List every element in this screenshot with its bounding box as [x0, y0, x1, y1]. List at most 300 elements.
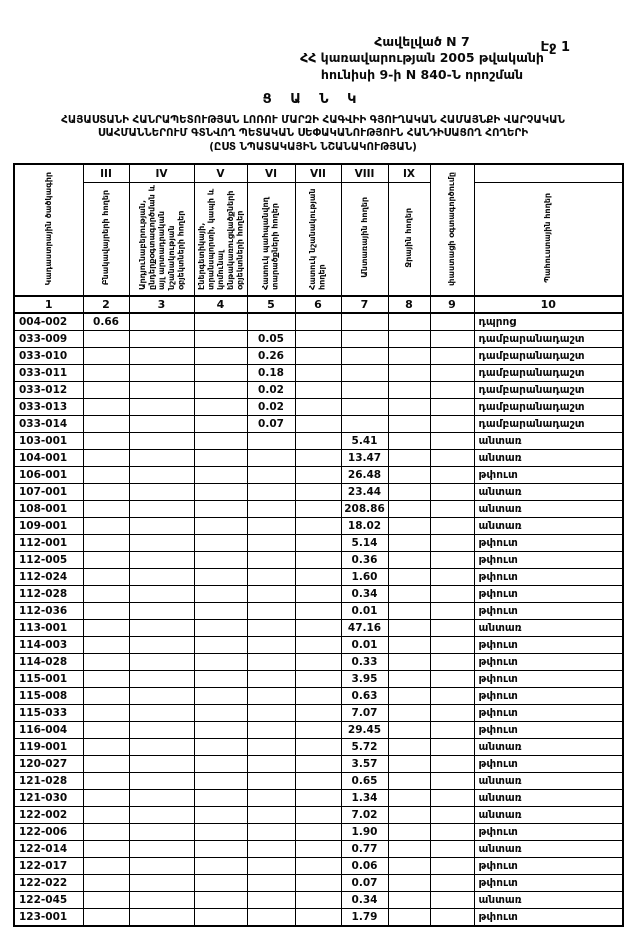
cadastral-code-cell: 033-009 — [14, 331, 83, 348]
area-value-cell — [430, 705, 474, 722]
area-value-cell: 1.90 — [341, 824, 388, 841]
area-value-cell: 0.34 — [341, 586, 388, 603]
area-value-cell — [388, 739, 430, 756]
area-value-cell — [83, 671, 129, 688]
area-value-cell — [388, 603, 430, 620]
area-value-cell — [129, 620, 194, 637]
area-value-cell — [129, 807, 194, 824]
area-value-cell — [430, 552, 474, 569]
area-value-cell — [83, 892, 129, 909]
area-value-cell — [83, 331, 129, 348]
area-value-cell — [430, 467, 474, 484]
area-value-cell: 0.01 — [341, 637, 388, 654]
cadastral-code-cell: 119-001 — [14, 739, 83, 756]
cadastral-code-cell: 122-045 — [14, 892, 83, 909]
column-header-label — [474, 183, 623, 297]
area-value-cell — [247, 620, 295, 637]
area-value-cell — [194, 654, 247, 671]
table-row — [14, 892, 623, 909]
table-row — [14, 552, 623, 569]
land-use-cell: անտառ — [474, 518, 623, 535]
area-value-cell — [83, 637, 129, 654]
area-value-cell — [194, 399, 247, 416]
area-value-cell — [83, 654, 129, 671]
area-value-cell: 13.47 — [341, 450, 388, 467]
area-value-cell — [194, 620, 247, 637]
area-value-cell — [247, 552, 295, 569]
area-value-cell — [194, 484, 247, 501]
table-row — [14, 671, 623, 688]
cadastral-land-table — [13, 163, 624, 927]
area-value-cell — [194, 518, 247, 535]
land-use-cell: թփուտ — [474, 858, 623, 875]
area-value-cell: 23.44 — [341, 484, 388, 501]
area-value-cell — [194, 688, 247, 705]
area-value-cell — [194, 790, 247, 807]
area-value-cell: 0.05 — [247, 331, 295, 348]
area-value-cell — [129, 569, 194, 586]
area-value-cell — [194, 824, 247, 841]
area-value-cell — [388, 313, 430, 331]
area-value-cell — [430, 875, 474, 892]
land-use-cell: թփուտ — [474, 909, 623, 927]
area-value-cell — [388, 654, 430, 671]
area-value-cell: 18.02 — [341, 518, 388, 535]
area-value-cell — [430, 892, 474, 909]
area-value-cell: 0.33 — [341, 654, 388, 671]
land-use-cell: անտառ — [474, 450, 623, 467]
area-value-cell — [388, 637, 430, 654]
area-value-cell — [430, 348, 474, 365]
column-label-text: Հատուկ նշանակության հողեր — [308, 188, 327, 291]
area-value-cell: 0.34 — [341, 892, 388, 909]
area-value-cell — [194, 501, 247, 518]
area-value-cell — [194, 450, 247, 467]
area-value-cell — [194, 773, 247, 790]
area-value-cell — [129, 433, 194, 450]
column-label-text: Արդյունաբերության, ընդերքօգտագործման և այլ արտադրական նշանակության օբյեկտների հողեր — [137, 185, 185, 291]
area-value-cell — [129, 875, 194, 892]
subtitle-line-1: ՀԱՅԱՍՏԱՆԻ ՀԱՆՐԱՊԵՏՈՒԹՅԱՆ ԼՈՌՈՒ ՄԱՐԶԻ ՀԱԳՎԻԻ ԳՅՈՒՂԱԿԱՆ ՀԱՄԱՅՆՔԻ ՎԱՐՉԱԿԱՆ — [61, 113, 565, 126]
area-value-cell — [194, 671, 247, 688]
table-row — [14, 433, 623, 450]
cadastral-code-cell: 121-030 — [14, 790, 83, 807]
land-use-cell: թփուտ — [474, 756, 623, 773]
area-value-cell — [295, 467, 341, 484]
cadastral-code-cell: 115-001 — [14, 671, 83, 688]
area-value-cell — [129, 773, 194, 790]
land-use-cell: անտառ — [474, 501, 623, 518]
cadastral-code-cell: 112-001 — [14, 535, 83, 552]
area-value-cell — [83, 790, 129, 807]
land-use-cell: անտառ — [474, 773, 623, 790]
area-value-cell: 1.60 — [341, 569, 388, 586]
area-value-cell — [83, 535, 129, 552]
table-row — [14, 382, 623, 399]
area-value-cell — [129, 722, 194, 739]
land-use-cell: անտառ — [474, 807, 623, 824]
table-row — [14, 773, 623, 790]
area-value-cell — [129, 484, 194, 501]
area-value-cell — [129, 671, 194, 688]
cadastral-code-cell: 104-001 — [14, 450, 83, 467]
area-value-cell: 5.72 — [341, 739, 388, 756]
area-value-cell — [295, 501, 341, 518]
area-value-cell — [430, 654, 474, 671]
area-value-cell — [247, 892, 295, 909]
area-value-cell — [247, 773, 295, 790]
cadastral-code-cell: 033-010 — [14, 348, 83, 365]
area-value-cell — [430, 739, 474, 756]
area-value-cell — [388, 620, 430, 637]
area-value-cell — [194, 313, 247, 331]
area-value-cell — [295, 875, 341, 892]
land-use-cell: դամբարանադաշտ — [474, 365, 623, 382]
land-use-cell: թփուտ — [474, 603, 623, 620]
area-value-cell — [247, 739, 295, 756]
area-value-cell — [83, 416, 129, 433]
area-value-cell — [194, 756, 247, 773]
table-row — [14, 620, 623, 637]
cadastral-code-cell: 107-001 — [14, 484, 83, 501]
land-use-cell: անտառ — [474, 790, 623, 807]
area-value-cell — [247, 586, 295, 603]
area-value-cell — [129, 654, 194, 671]
area-value-cell — [388, 824, 430, 841]
area-value-cell — [83, 807, 129, 824]
table-row — [14, 313, 623, 331]
header-roman-row — [14, 164, 623, 183]
area-value-cell — [83, 365, 129, 382]
table-row — [14, 909, 623, 927]
cadastral-code-cell: 116-004 — [14, 722, 83, 739]
land-use-cell: թփուտ — [474, 705, 623, 722]
area-value-cell — [129, 586, 194, 603]
area-value-cell — [430, 841, 474, 858]
area-value-cell — [83, 484, 129, 501]
area-value-cell — [388, 671, 430, 688]
table-row — [14, 841, 623, 858]
area-value-cell — [295, 892, 341, 909]
area-value-cell — [247, 569, 295, 586]
area-value-cell — [295, 586, 341, 603]
area-value-cell — [388, 501, 430, 518]
area-value-cell — [388, 331, 430, 348]
cadastral-code-cell: 114-003 — [14, 637, 83, 654]
area-value-cell — [194, 858, 247, 875]
area-value-cell: 47.16 — [341, 620, 388, 637]
area-value-cell — [430, 688, 474, 705]
area-value-cell — [129, 824, 194, 841]
area-value-cell — [388, 535, 430, 552]
header-label-row — [14, 183, 623, 297]
cadastral-code-cell: 033-011 — [14, 365, 83, 382]
area-value-cell — [388, 892, 430, 909]
area-value-cell — [83, 722, 129, 739]
land-use-cell: անտառ — [474, 739, 623, 756]
area-value-cell — [83, 875, 129, 892]
land-use-cell: դամբարանադաշտ — [474, 399, 623, 416]
cadastral-code-cell: 108-001 — [14, 501, 83, 518]
area-value-cell — [430, 603, 474, 620]
area-value-cell — [295, 858, 341, 875]
area-value-cell — [295, 909, 341, 927]
cadastral-code-cell: 120-027 — [14, 756, 83, 773]
area-value-cell — [430, 569, 474, 586]
area-value-cell — [388, 858, 430, 875]
area-value-cell — [430, 484, 474, 501]
document-page — [0, 34, 626, 948]
cadastral-code-cell: 106-001 — [14, 467, 83, 484]
area-value-cell — [388, 382, 430, 399]
area-value-cell — [295, 313, 341, 331]
subtitle-line-2: ՍԱՀՄԱՆՆԵՐՈՒՄ ԳՏՆՎՈՂ ՊԵՏԱԿԱՆ ՍԵՓԱԿԱՆՈՒԹՅՈՒՆ ՀԱՆԴԻՍԱՑՈՂ ՀՈՂԵՐԻ — [97, 127, 529, 140]
area-value-cell — [388, 722, 430, 739]
area-value-cell — [194, 637, 247, 654]
land-use-cell: դամբարանադաշտ — [474, 348, 623, 365]
table-row — [14, 875, 623, 892]
area-value-cell: 29.45 — [341, 722, 388, 739]
column-number: 1 — [14, 296, 83, 313]
column-label-text: Անտառային հողեր — [359, 197, 369, 278]
area-value-cell — [129, 313, 194, 331]
cadastral-code-cell: 004-002 — [14, 313, 83, 331]
area-value-cell — [129, 858, 194, 875]
area-value-cell — [247, 824, 295, 841]
area-value-cell — [129, 909, 194, 927]
area-value-cell — [430, 382, 474, 399]
area-value-cell — [194, 722, 247, 739]
table-row — [14, 858, 623, 875]
area-value-cell — [295, 552, 341, 569]
area-value-cell — [83, 756, 129, 773]
area-value-cell: 0.66 — [83, 313, 129, 331]
area-value-cell — [388, 875, 430, 892]
area-value-cell — [194, 535, 247, 552]
area-value-cell — [388, 399, 430, 416]
area-value-cell — [341, 331, 388, 348]
column-header-actual-use — [430, 164, 474, 296]
area-value-cell: 0.26 — [247, 348, 295, 365]
area-value-cell — [247, 807, 295, 824]
table-row — [14, 654, 623, 671]
land-use-cell: դամբարանադաշտ — [474, 331, 623, 348]
area-value-cell — [388, 552, 430, 569]
area-value-cell — [430, 756, 474, 773]
area-value-cell: 1.79 — [341, 909, 388, 927]
area-value-cell — [83, 518, 129, 535]
table-row — [14, 399, 623, 416]
area-value-cell — [247, 671, 295, 688]
area-value-cell — [247, 858, 295, 875]
land-use-cell: թփուտ — [474, 722, 623, 739]
area-value-cell: 0.06 — [341, 858, 388, 875]
column-label-text: փաստացի օգտագործումը — [447, 171, 457, 286]
area-value-cell — [430, 790, 474, 807]
column-roman-numeral: III — [83, 164, 129, 183]
area-value-cell — [388, 688, 430, 705]
area-value-cell: 3.95 — [341, 671, 388, 688]
area-value-cell — [295, 348, 341, 365]
cadastral-code-cell: 114-028 — [14, 654, 83, 671]
area-value-cell — [388, 467, 430, 484]
cadastral-code-cell: 122-017 — [14, 858, 83, 875]
area-value-cell — [388, 450, 430, 467]
area-value-cell — [430, 501, 474, 518]
area-value-cell — [295, 756, 341, 773]
column-header-label — [194, 183, 247, 297]
area-value-cell — [83, 501, 129, 518]
column-number: 3 — [129, 296, 194, 313]
area-value-cell — [388, 773, 430, 790]
cadastral-code-cell: 033-014 — [14, 416, 83, 433]
cadastral-code-cell: 115-008 — [14, 688, 83, 705]
table-row — [14, 637, 623, 654]
area-value-cell — [247, 518, 295, 535]
area-value-cell — [430, 535, 474, 552]
land-use-cell: անտառ — [474, 484, 623, 501]
column-roman-numeral: IX — [388, 164, 430, 183]
area-value-cell — [295, 603, 341, 620]
area-value-cell — [295, 433, 341, 450]
area-value-cell — [129, 892, 194, 909]
area-value-cell — [194, 433, 247, 450]
area-value-cell — [194, 841, 247, 858]
column-number: 2 — [83, 296, 129, 313]
column-roman-numeral: VII — [295, 164, 341, 183]
land-use-cell: թփուտ — [474, 688, 623, 705]
column-number: 6 — [295, 296, 341, 313]
area-value-cell: 7.02 — [341, 807, 388, 824]
area-value-cell — [129, 637, 194, 654]
area-value-cell — [194, 569, 247, 586]
area-value-cell — [388, 416, 430, 433]
area-value-cell — [430, 365, 474, 382]
area-value-cell — [295, 382, 341, 399]
area-value-cell — [295, 416, 341, 433]
area-value-cell — [129, 518, 194, 535]
area-value-cell — [295, 450, 341, 467]
area-value-cell — [388, 348, 430, 365]
area-value-cell: 208.86 — [341, 501, 388, 518]
area-value-cell: 7.07 — [341, 705, 388, 722]
area-value-cell — [247, 637, 295, 654]
area-value-cell — [247, 501, 295, 518]
area-value-cell — [430, 637, 474, 654]
area-value-cell — [247, 756, 295, 773]
area-value-cell — [83, 348, 129, 365]
area-value-cell — [83, 705, 129, 722]
area-value-cell — [83, 858, 129, 875]
cadastral-code-cell: 115-033 — [14, 705, 83, 722]
area-value-cell: 0.18 — [247, 365, 295, 382]
cadastral-code-cell: 112-036 — [14, 603, 83, 620]
area-value-cell — [129, 841, 194, 858]
area-value-cell — [295, 637, 341, 654]
area-value-cell — [129, 790, 194, 807]
area-value-cell — [295, 688, 341, 705]
column-header-cadastral-code — [14, 164, 83, 296]
area-value-cell — [388, 909, 430, 927]
land-use-cell: անտառ — [474, 841, 623, 858]
cadastral-code-cell: 112-024 — [14, 569, 83, 586]
area-value-cell — [247, 603, 295, 620]
table-row — [14, 807, 623, 824]
area-value-cell — [295, 569, 341, 586]
area-value-cell — [388, 756, 430, 773]
area-value-cell — [194, 467, 247, 484]
area-value-cell — [388, 586, 430, 603]
land-use-cell: թփուտ — [474, 875, 623, 892]
column-roman-numeral: VIII — [341, 164, 388, 183]
area-value-cell — [129, 450, 194, 467]
table-row — [14, 790, 623, 807]
area-value-cell — [129, 688, 194, 705]
table-row — [14, 348, 623, 365]
land-use-cell: թփուտ — [474, 637, 623, 654]
column-roman-numeral: IV — [129, 164, 194, 183]
cadastral-code-cell: 112-028 — [14, 586, 83, 603]
area-value-cell — [247, 484, 295, 501]
area-value-cell — [83, 382, 129, 399]
area-value-cell — [129, 705, 194, 722]
area-value-cell: 3.57 — [341, 756, 388, 773]
area-value-cell — [430, 331, 474, 348]
area-value-cell — [129, 756, 194, 773]
area-value-cell — [430, 450, 474, 467]
area-value-cell: 5.41 — [341, 433, 388, 450]
area-value-cell: 0.01 — [341, 603, 388, 620]
area-value-cell — [295, 535, 341, 552]
area-value-cell: 0.07 — [341, 875, 388, 892]
table-row — [14, 586, 623, 603]
column-header-label — [129, 183, 194, 297]
table-row — [14, 416, 623, 433]
column-label-text: Պահուստային հողեր — [543, 192, 553, 283]
area-value-cell — [295, 654, 341, 671]
table-row — [14, 450, 623, 467]
area-value-cell — [129, 331, 194, 348]
area-value-cell — [194, 348, 247, 365]
table-row — [14, 705, 623, 722]
column-header-label — [83, 183, 129, 297]
column-number: 9 — [430, 296, 474, 313]
area-value-cell: 0.07 — [247, 416, 295, 433]
area-value-cell — [247, 688, 295, 705]
area-value-cell — [247, 313, 295, 331]
area-value-cell — [388, 790, 430, 807]
area-value-cell: 0.63 — [341, 688, 388, 705]
area-value-cell — [194, 909, 247, 927]
area-value-cell — [295, 824, 341, 841]
land-use-cell: թփուտ — [474, 586, 623, 603]
table-row — [14, 688, 623, 705]
area-value-cell — [247, 790, 295, 807]
land-use-cell: դպրոց — [474, 313, 623, 331]
column-header-label — [295, 183, 341, 297]
area-value-cell — [129, 467, 194, 484]
area-value-cell — [83, 773, 129, 790]
cadastral-code-cell: 113-001 — [14, 620, 83, 637]
area-value-cell — [295, 773, 341, 790]
column-number: 5 — [247, 296, 295, 313]
land-use-cell: անտառ — [474, 433, 623, 450]
area-value-cell — [83, 620, 129, 637]
area-value-cell: 0.65 — [341, 773, 388, 790]
area-value-cell — [129, 365, 194, 382]
area-value-cell — [129, 501, 194, 518]
area-value-cell — [83, 467, 129, 484]
